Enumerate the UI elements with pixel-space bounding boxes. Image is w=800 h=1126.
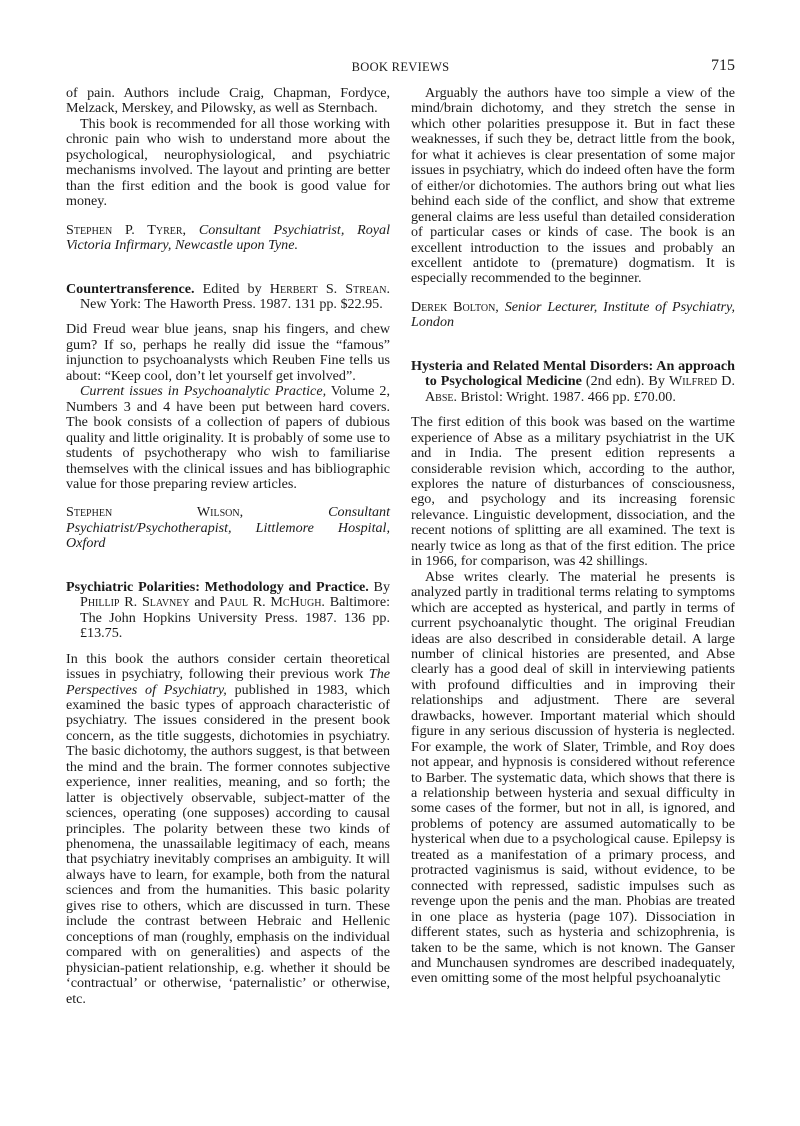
book-author: Paul R. McHugh. — [219, 594, 325, 611]
and-label: and — [194, 594, 215, 611]
page-number: 715 — [711, 57, 735, 74]
reviewer-signature: Stephen P. Tyrer, Consultant Psychiatrist, Royal Victoria Infirmary, Newcastle upon Tyne. — [66, 221, 390, 254]
review-paragraph — [66, 652, 390, 1007]
reviewer-signature — [66, 505, 390, 551]
italic-title: The Perspectives of Psychiatry, — [66, 666, 390, 698]
publication-details: New York: The Haworth Press. 1987. 131 pp. $22.95. — [80, 295, 383, 312]
book-title: Hysteria and Related Mental Disorders: An approach to Psychological Medicine — [411, 357, 735, 390]
review-countertransference — [66, 282, 390, 552]
reviewer-name: Stephen P. Tyrer — [66, 221, 183, 238]
edition-label: (2nd edn). By — [585, 373, 665, 390]
review-psychiatric-polarities — [66, 580, 390, 1007]
review-heading — [66, 282, 390, 313]
review-paragraph: Arguably the authors have too simple a view of the mind/brain dichotomy, and they stretch the sense in which other polarities presuppose it. But in fact these weaknesses, if such they be, detract little from the book, for what it achieves is clear presentation of some major issues in psychiatry, which do indeed often have the form of either/or dichotomies. The authors bring out what lies behind each side of the conflict, and show that extreme general claims are less useful than detailed consideration of particular cases or kinds of case. The book is an excellent introduction to the issues and probably an excellent antidote to (premature) dogmatism. It is especially recommended to the beginner. — [411, 85, 735, 287]
by-label: By — [373, 578, 390, 595]
review-heading — [66, 580, 390, 642]
review-continued — [66, 86, 390, 254]
publication-details: Bristol: Wright. 1987. 466 pp. £70.00. — [460, 388, 676, 405]
book-title: Countertransference. — [66, 280, 195, 297]
review-paragraph: of pain. Authors include Craig, Chapman, Fordyce, Melzack, Merskey, and Pilowsky, as well as Sternbach. — [66, 85, 390, 117]
review-paragraph: This book is recommended for all those working with chronic pain who wish to understand more about the psychological, neurophysiological, and psychiatric mechanisms involved. The layout and printing are better than the first edition and the book is good value for money. — [66, 115, 390, 210]
review-paragraph — [66, 384, 390, 492]
reviewer-signature — [411, 300, 735, 331]
reviewer-name: Derek Bolton, — [411, 298, 499, 315]
review-polarities-continued — [411, 86, 735, 331]
paragraph-text: published in 1983, which examined the basic types of approach characteristic of psychiatry. The issues considered in the present book concern, as the title suggests, dichotomies in psychiatry. The basic dichotomy, the authors suggest, is that between the mind and the brain. The former connotes subjective experience, inner realities, meaning, and so forth; the latter is objectively observable, subject-matter of the sciences, operating (one supposes) according to causal principles. The polarity between these two kinds of phenomena, the unassailable legitimacy of each, means that psychiatry inevitably comprises an ambiguity. It will always have to learn, for example, both from the natural sciences and from the humanities. This basic polarity gives rise to others, which are discussed in turn. These include the contrast between Hebraic and Hellenic conceptions of man (roughly, emphasis on the individual compared with on generalities) and aspects of the physician-patient relationship, e.g. whether it should be ‘contractual’ or otherwise, ‘paternalistic’ or otherwise, etc. — [66, 681, 390, 1007]
book-author: Wilfred D. Abse. — [425, 373, 735, 405]
left-column — [66, 86, 390, 1007]
review-paragraph: The first edition of this book was based on the wartime experience of Abse as a military psychiatrist in the UK and in India. The present edition represents a considerable revision which, according to the author, explores the nature of disturbances of consciousness, ego, and psychology and its increasing forensic relevance. Linguistic development, dissociation, and the recent notions of splitting are all examined. The text is nearly twice as long as that of the first edition. The price in 1966, for comparison, was 42 shillings. — [411, 414, 735, 570]
running-title: BOOK REVIEWS — [351, 60, 450, 74]
italic-title: Current issues in Psychoanalytic Practice, — [80, 383, 327, 400]
book-editor: Herbert S. Strean. — [269, 280, 390, 297]
book-author: Phillip R. Slavney — [80, 594, 190, 611]
publication-details: Baltimore: The John Hopkins University Press. 1987. 136 pp. £13.75. — [80, 594, 391, 642]
edited-by-label: Edited by — [202, 280, 262, 297]
paragraph-text: In this book the authors consider certain theoretical issues in psychiatry, following their previous work — [66, 650, 390, 683]
book-title: Psychiatric Polarities: Methodology and Practice. — [66, 578, 369, 595]
review-heading — [411, 359, 735, 405]
review-paragraph: Abse writes clearly. The material he presents is analyzed partly in traditional terms relating to symptoms which are accepted as hysterical, and partly in terms of current psychoanalytic thought. The original Freudian ideas are also described in considerable detail. A large number of clinical histories are presented, and Abse clearly has a good deal of skill in interviewing patients with profound difficulties and in improving their relationships and adjustment. There are several drawbacks, however. Important material which should figure in any serious discussion of hysteria is neglected. For example, the work of Slater, Trimble, and Roy does not appear, and hypnosis is considered without reference to Barber. The systematic data, which shows that there is a relationship between hysteria and sexual difficulty in some cases of the former, but not in all, is ignored, and problems of potency are assumed automatically to be hysterical when due to a psychological cause. Epilepsy is treated as a manifestation of a primary process, and protracted vaginismus is said, without evidence, to be connected with repressed, sadistic impulses such as revenge upon the penis and the man. Phobias are treated in one place as hysteria (page 107). Dissociation in different states, such as hysteria and schizophrenia, is taken to be the same, which is not known. The Ganser and Munchausen syndromes are described inadequately, even omitting some of the most helpful psychoanalytic — [411, 568, 735, 987]
reviewer-name: Stephen Wilson, — [66, 504, 244, 521]
reviewer-affiliation: Consultant Psychiatrist, Royal Victoria Infirmary, Newcastle upon Tyne. — [66, 221, 390, 254]
running-head — [66, 57, 735, 77]
review-hysteria — [411, 359, 735, 987]
reviewer-affiliation: Consultant Psychiatrist/Psychotherapist, Littlemore Hospital, Oxford — [66, 504, 390, 552]
paragraph-text: Volume 2, Numbers 3 and 4 have been put between hard covers. The book consists of a collection of papers of dubious quality and little originality. It is probably of some use to students of psychotherapy who wish to familiarise themselves with the clinical issues and has bibliographic value for those preparing review articles. — [66, 383, 391, 492]
reviewer-affiliation: Senior Lecturer, Institute of Psychiatry, London — [411, 298, 735, 331]
review-paragraph: Did Freud wear blue jeans, snap his fingers, and chew gum? If so, perhaps he really did issue the “famous” injunction to psychoanalysts which Reuben Fine tells us about: “Keep cool, don’t let yourself get involved”. — [66, 321, 390, 384]
right-column — [411, 86, 735, 987]
